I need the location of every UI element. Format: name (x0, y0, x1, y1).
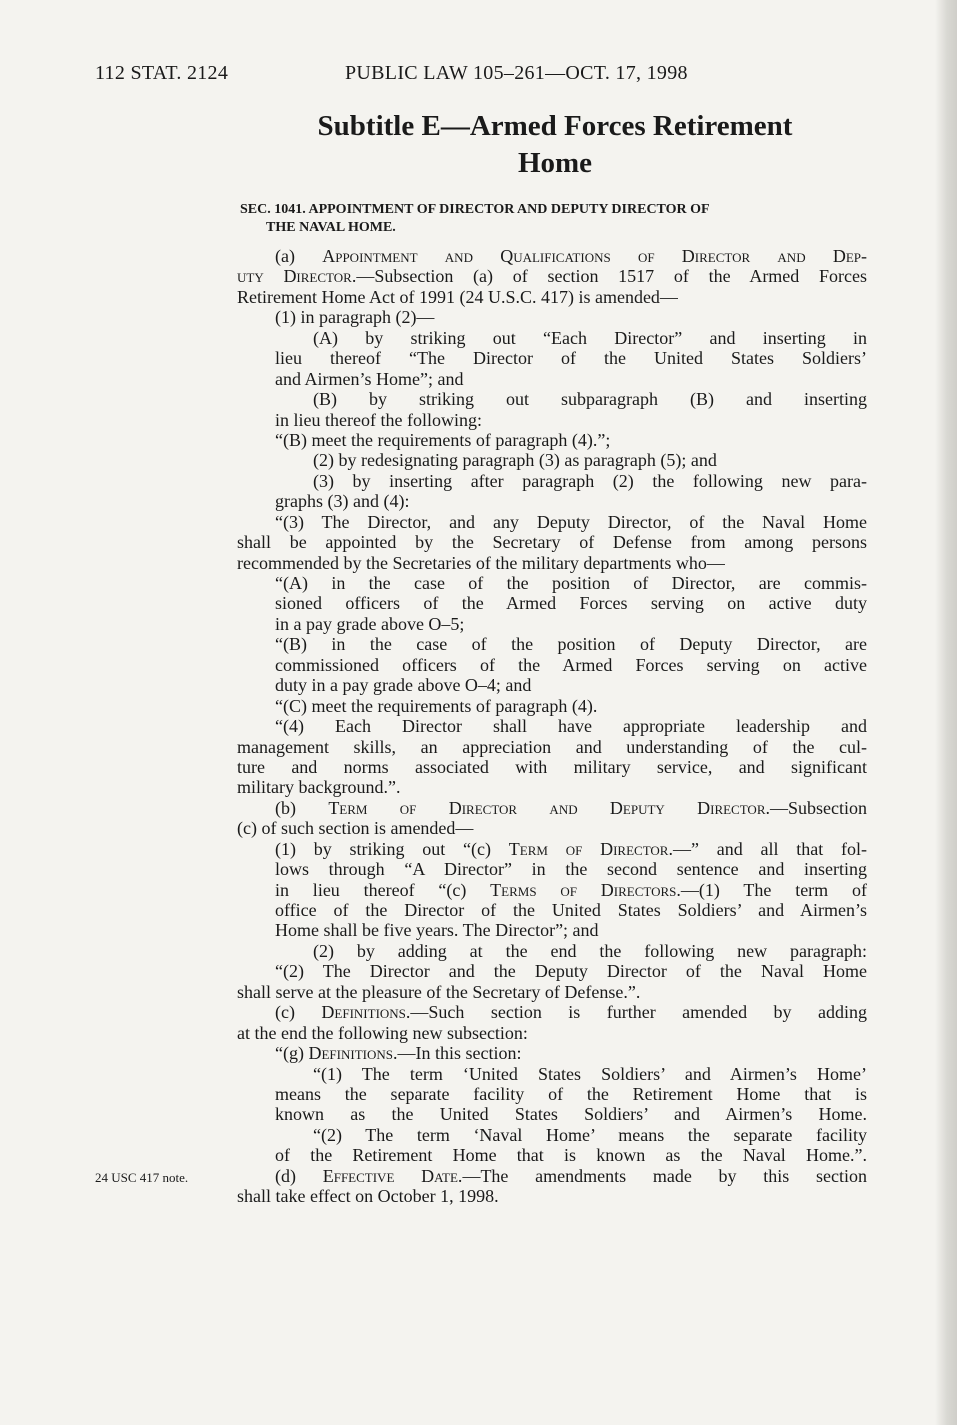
text-line: (b) Term of Director and Deputy Director.—Subsection (275, 797, 867, 818)
text-line: (c) of such section is amended— (237, 818, 474, 839)
scan-edge-shadow (935, 0, 957, 1425)
text-line: sioned officers of the Armed Forces serving on active duty (275, 593, 867, 614)
text-line: shall serve at the pleasure of the Secretary of Defense.”. (237, 981, 641, 1002)
text-line: graphs (3) and (4): (275, 491, 410, 512)
text-line: in a pay grade above O–5; (275, 613, 465, 634)
text-line: (A) by striking out “Each Director” and inserting in (313, 327, 867, 348)
margin-note: 24 USC 417 note. (95, 1170, 189, 1185)
text-line: shall take effect on October 1, 1998. (237, 1186, 499, 1207)
text-line: “(4) Each Director shall have appropriate leadership and (275, 716, 867, 737)
text-line: “(2) The term ‘Naval Home’ means the separate facility (313, 1124, 867, 1145)
text-line: (2) by redesignating paragraph (3) as paragraph (5); and (313, 450, 717, 471)
text-line: shall be appointed by the Secretary of Defense from among persons (237, 532, 867, 553)
text-line: commissioned officers of the Armed Forces serving on active (275, 654, 867, 675)
small-caps-heading: uty Director. (237, 266, 357, 287)
text-line: lieu thereof “The Director of the United States Soldiers’ (275, 348, 867, 369)
statute-page-number: 112 STAT. 2124 (95, 62, 229, 84)
text-line: lows through “A Director” in the second sentence and inserting (275, 859, 867, 880)
small-caps-heading: Definitions. (308, 1043, 398, 1064)
text-line: “(2) The Director and the Deputy Director of the Naval Home (275, 961, 867, 982)
small-caps-heading: Term of Director. (508, 838, 673, 859)
text-line: (3) by inserting after paragraph (2) the following new para- (313, 470, 867, 491)
text-line: office of the Director of the United States Soldiers’ and Airmen’s (275, 900, 867, 920)
text-line: uty Director.—Subsection (a) of section 1517 of the Armed Forces (237, 266, 868, 287)
public-law-citation: PUBLIC LAW 105–261—OCT. 17, 1998 (345, 62, 688, 84)
text-line: (2) by adding at the end the following new paragraph: (313, 940, 867, 961)
text-line: of the Retirement Home that is known as the Naval Home.”. (275, 1145, 867, 1166)
text-line: (c) Definitions.—Such section is further amended by adding (275, 1002, 867, 1023)
text-line: in lieu thereof the following: (275, 409, 482, 430)
small-caps-heading: Definitions. (321, 1002, 411, 1023)
text-line: duty in a pay grade above O–4; and (275, 675, 532, 696)
section-heading-line1: SEC. 1041. APPOINTMENT OF DIRECTOR AND DEPUTY DIRECTOR OF (240, 202, 710, 217)
section-body (237, 246, 867, 1207)
text-line: “(A) in the case of the position of Director, are commis- (275, 573, 867, 593)
text-line: management skills, an appreciation and understanding of the cul- (237, 736, 867, 757)
small-caps-heading: Appointment and Qualifications of Director and Dep- (322, 246, 867, 266)
text-line: and Airmen’s Home”; and (275, 368, 464, 389)
text-line: (a) Appointment and Qualifications of Director and Dep- (275, 246, 867, 266)
text-line: (1) by striking out “(c) Term of Director.—” and all that fol- (275, 838, 867, 859)
text-line: “(1) The term ‘United States Soldiers’ and Airmen’s Home’ (313, 1063, 867, 1084)
text-line: “(g) Definitions.—In this section: (275, 1043, 522, 1064)
subtitle-heading-line1: Subtitle E—Armed Forces Retirement (317, 110, 793, 142)
small-caps-heading: Terms of Directors. (490, 879, 681, 900)
text-line: (d) Effective Date.—The amendments made by this section (275, 1165, 867, 1186)
text-line: Home shall be five years. The Director”; and (275, 920, 599, 941)
text-line: in lieu thereof “(c) Terms of Directors.—(1) The term of (275, 879, 867, 900)
small-caps-heading: Effective Date. (322, 1165, 463, 1186)
text-line: recommended by the Secretaries of the military departments who— (237, 552, 725, 573)
text-line: “(B) meet the requirements of paragraph (4).”; (275, 429, 611, 450)
text-line: (B) by striking out subparagraph (B) and inserting (313, 389, 867, 410)
small-caps-heading: Term of Director and Deputy Director. (328, 797, 770, 818)
text-line: means the separate facility of the Retirement Home that is (275, 1083, 867, 1104)
text-line: military background.”. (237, 777, 401, 798)
text-line: Retirement Home Act of 1991 (24 U.S.C. 417) is amended— (237, 286, 678, 307)
text-line: at the end the following new subsection: (237, 1022, 528, 1043)
section-heading-line2: THE NAVAL HOME. (266, 220, 396, 235)
text-line: ture and norms associated with military service, and significant (237, 756, 867, 777)
section-heading (240, 201, 865, 237)
subtitle-heading (240, 108, 870, 182)
text-line: (1) in paragraph (2)— (275, 307, 435, 328)
text-line: “(C) meet the requirements of paragraph (4). (275, 695, 598, 716)
text-line: “(B) in the case of the position of Deputy Director, are (275, 634, 867, 655)
text-line: “(3) The Director, and any Deputy Director, of the Naval Home (275, 511, 867, 532)
subtitle-heading-line2: Home (517, 147, 593, 179)
text-line: known as the United States Soldiers’ and Airmen’s Home. (275, 1104, 867, 1125)
